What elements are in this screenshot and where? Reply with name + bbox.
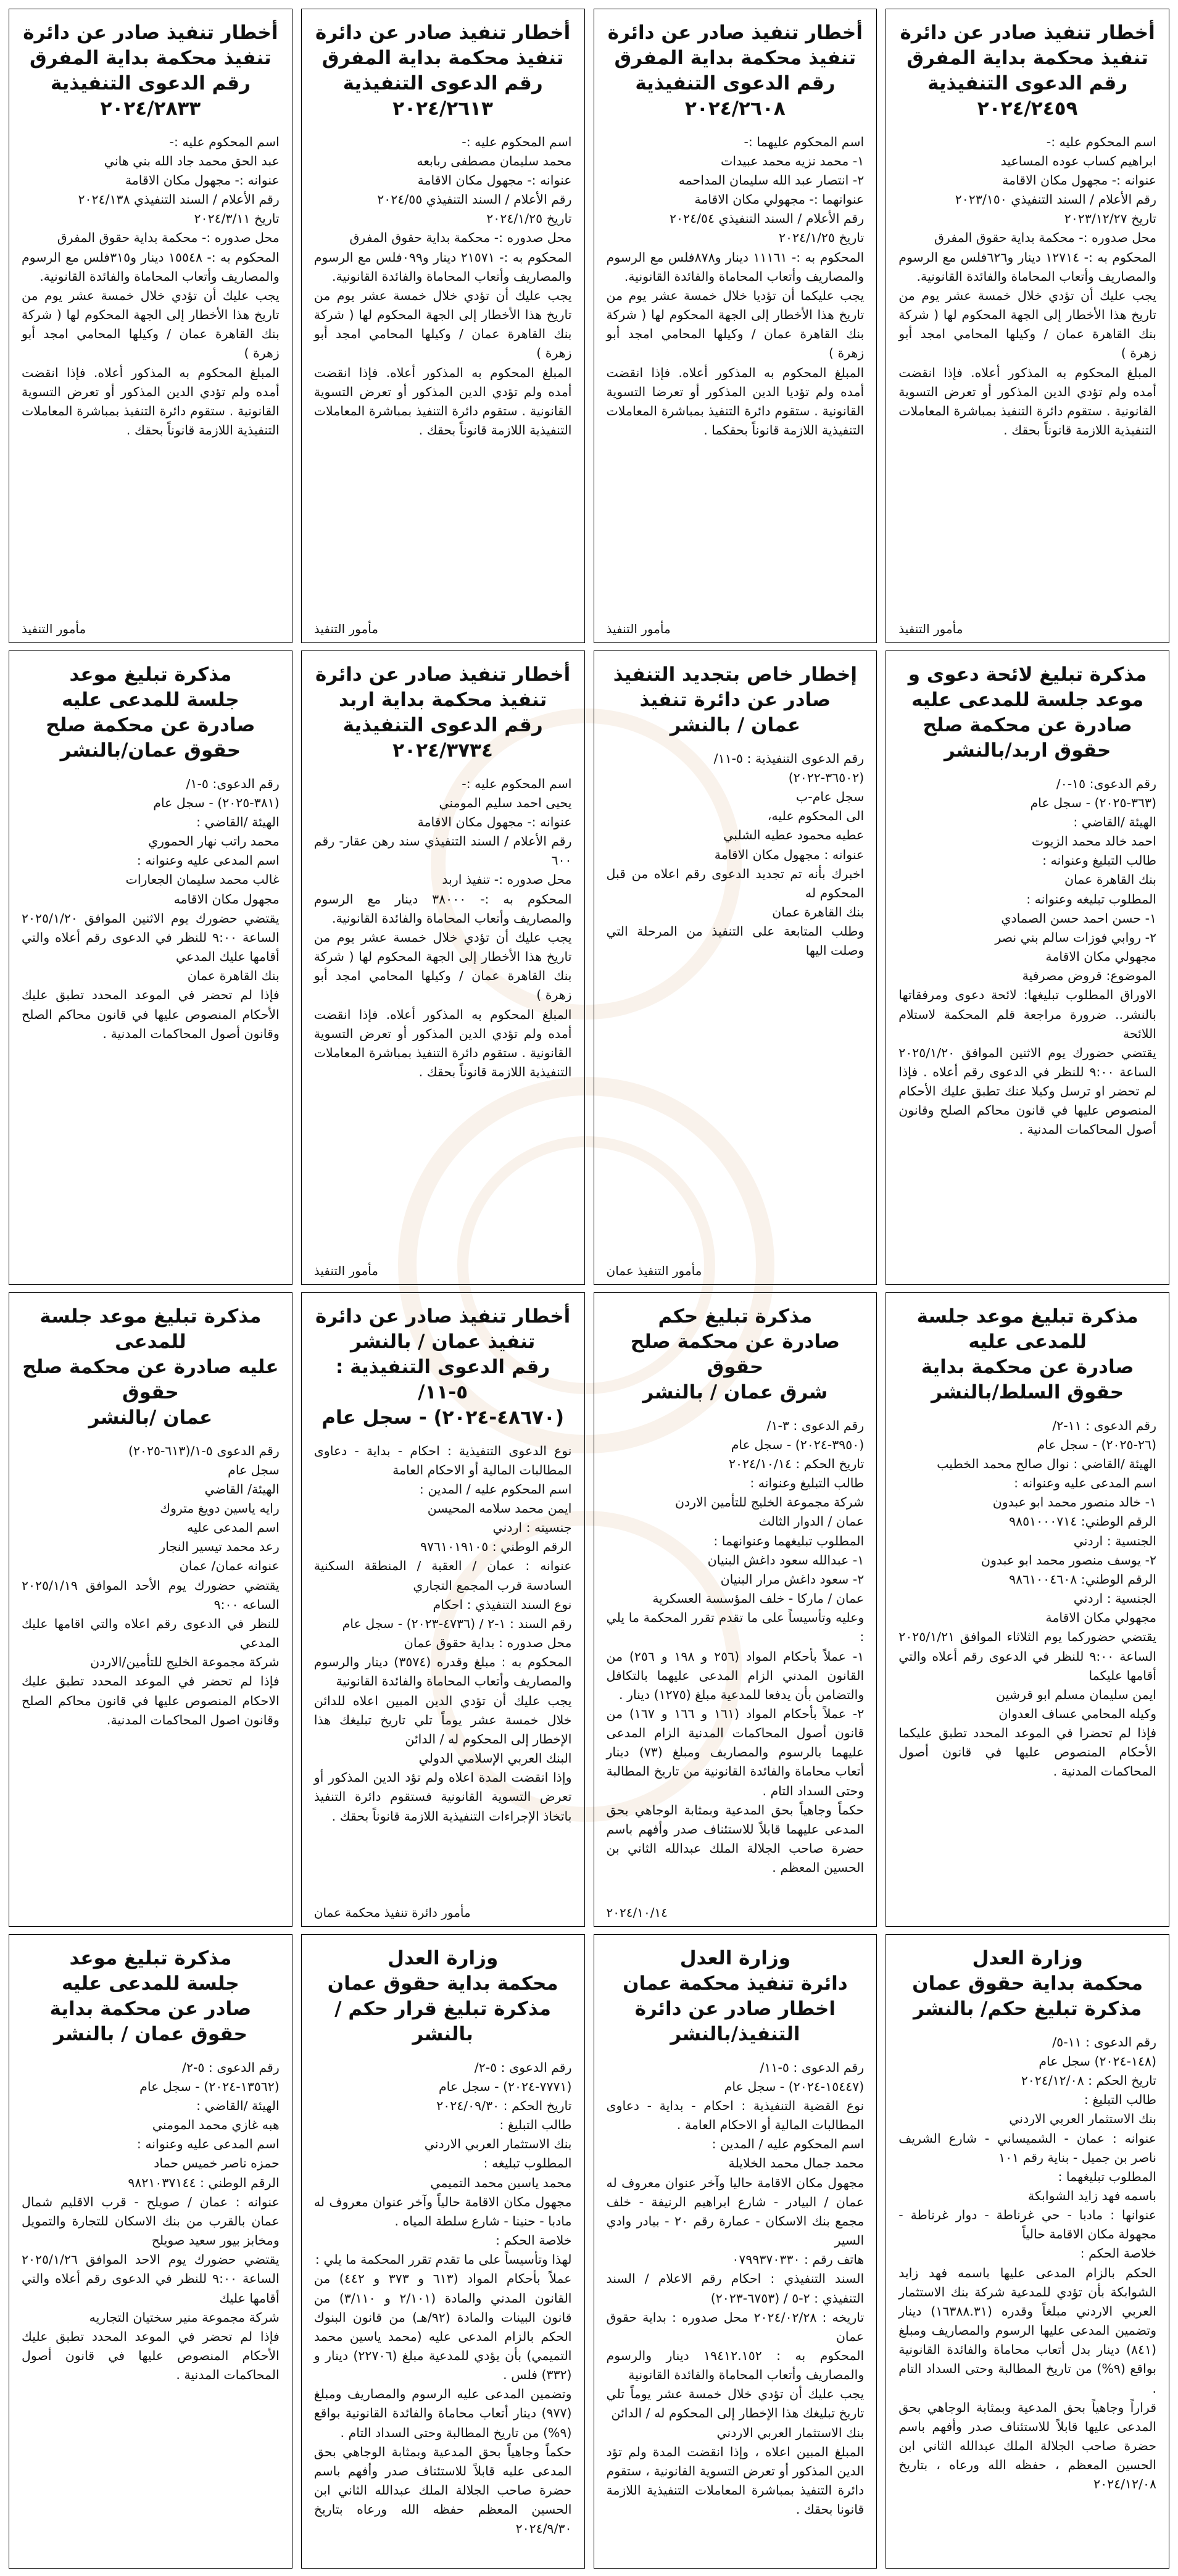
notice-body: رقم الدعوى : ٥-٢/ (٧٧٧١-٢٠٢٤) - سجل عام تاريخ الحكم : ٢٠٢٤/٠٩/٣٠ طالب التبليغ : بنك الاستثمار العربي الاردني المطلوب تبليغه : محمد ياسين محمد التميمي مجهول مكان الاقامة حالياً وآخر عنوان معروف له مادبا - حنينا - شارع سلطة المياه . خلاصة الحكم : لهذا وتأسيساً على ما تقدم تقرر المحكمة ما يلي : عملاً بأحكام المواد (٦١٣ و ٣٧٣ و ٤٤٢) من القانون المدني والمادة (٢/١٠١ و ٣/١١٠) من قانون البينات والمادة (٩٢/هـ) من قانون البنوك الحكم بالزام المدعى عليه (محمد ياسين محمد التميمي) بأن يؤدي للمدعية مبلغ (٢٢٧٠٦) دينار و (٣٣٢) فلس . وتضمين المدعى عليه الرسوم والمصاريف ومبلغ (٩٧٧) دينار أتعاب محاماة والفائدة القانونية بواقع (٩%) من تاريخ المطالبة وحتى السداد التام . حكماً وجاهياً بحق المدعية وبمثابة الوجاهي بحق المدعى عليه قابلاً للاستئناف صدر وأفهم باسم حضرة صاحب الجلالة الملك عبدالله الثاني ابن الحسين المعظم حفظه الله ورعاه بتاريخ ٢٠٢٤/٩/٣٠ <box>313 2059 572 2537</box>
notices-grid <box>9 9 1169 2576</box>
notice-card <box>886 1934 1169 2569</box>
notice-title: أخطار تنفيذ صادر عن دائرة تنفيذ عمان / بالنشر رقم الدعوى التنفيذية : ٥-١١/ (٤٨٦٧٠-٢٠٢٤) - سجل عام <box>315 1305 571 1429</box>
notice-card <box>594 1292 877 1927</box>
notice-body: رقم الدعوى: ٥-١/ (٣٨١-٢٠٢٥) - سجل عام الهيئة /القاضي : محمد راتب نهار الحموري اسم المدعى عليه وعنوانه : غالب محمد سليمان الجعارات مجهول مكان الاقامه يقتضي حضورك يوم الاثنين الموافق ٢٠٢٥/١/٢٠ الساعة ٩:٠٠ للنظر في الدعوى رقم أعلاه والتي أقامها عليك المدعي بنك القاهرة عمان فإذا لم تحضر في الموعد المحدد تطبق عليك الأحكام المنصوص عليها في قانون محاكم الصلح وقانون أصول المحاكمات المدنية . <box>22 776 280 1041</box>
notice-title: وزارة العدل دائرة تنفيذ محكمة عمان اخطار صادر عن دائرة التنفيذ/بالنشر <box>623 1947 848 2045</box>
notice-title: أخطار تنفيذ صادر عن دائرة تنفيذ محكمة بداية اربد رقم الدعوى التنفيذية ٢٠٢٤/٣٧٣٤ <box>315 663 571 762</box>
notice-body: اسم المحكوم عليه :- محمد سليمان مصطفى ربابعه عنوانه :- مجهول مكان الاقامة رقم الأعلام / السند التنفيذي ٢٠٢٤/٥٥ تاريخ ٢٠٢٤/١/٢٥ محل صدوره :- محكمة بداية حقوق المفرق المحكوم به :- ٢١٥٧١ دينار و٠٩٩فلس مع الرسوم والمصاريف وأتعاب المحاماة والفائدة القانونية. يجب عليك أن تؤدي خلال خمسة عشر يوم من تاريخ هذا الأخطار إلى الجهة المحكوم لها ( شركة بنك القاهرة عمان / وكيلها المحامي امجد أبو زهرة ) المبلغ المحكوم به المذكور أعلاه. فإذا انقضت أمده ولم تؤدي الدين المذكور أو تعرض التسوية القانونية . ستقوم دائرة التنفيذ بمباشرة المعاملات التنفيذية اللازمة قانوناً بحقك . <box>313 134 572 438</box>
notice-body: اسم المحكوم عليه :- يحيى احمد سليم المومني عنوانه :- مجهول مكان الاقامة رقم الأعلام / السند التنفيذي سند رهن عقار- رقم ٦٠٠ محل صدوره :- تنفيذ اربد المحكوم به :- ٣٨٠٠٠ دينار مع الرسوم والمصاريف وأتعاب المحاماة والفائدة القانونية. يجب عليك أن تؤدي خلال خمسة عشر يوم من تاريخ هذا الأخطار إلى الجهة المحكوم لها ( شركة بنك القاهرة عمان / وكيلها المحامي امجد أبو زهرة ) المبلغ المحكوم به المذكور أعلاه. فإذا انقضت أمده ولم تؤدي الدين المذكور أو تعرض التسوية القانونية . ستقوم دائرة التنفيذ بمباشرة المعاملات التنفيذية اللازمة قانوناً بحقك . <box>313 776 572 1079</box>
notice-title: مذكرة تبليغ لائحة دعوى و موعد جلسة للمدعى عليه صادرة عن محكمة صلح حقوق اربد/بالنشر <box>908 663 1147 762</box>
notice-card <box>301 1934 585 2569</box>
notice-title: وزارة العدل محكمة بداية حقوق عمان مذكرة تبليغ حكم/ بالنشر <box>912 1947 1143 2020</box>
notice-title: أخطار تنفيذ صادر عن دائرة تنفيذ محكمة بداية المفرق رقم الدعوى التنفيذية ٢٠٢٤/٢٦٠٨ <box>607 22 863 120</box>
notice-title: مذكرة تبليغ موعد جلسة للمدعى عليه صادرة عن محكمة صلح حقوق عمان /بالنشر <box>22 1305 279 1429</box>
notice-body: رقم الدعوى ٥-١/(٦١٣-٢٠٢٥) سجل عام الهيئة/ القاضي رايه ياسين دويغ متروك اسم المدعى عليه رعد محمد تيسير النجار عنوانه عمان/ عمان يقتضي حضورك يوم الأحد الموافق ٢٠٢٥/١/١٩ الساعه ٩:٠٠ للنظر في الدعوى رقم اعلاه والتي اقامها عليك المدعي شركة مجموعة الخليج للتأمين/الاردن فإذا لم تحضر في الموعد المحدد تطبق عليك الاحكام المنصوص عليها في قانون محاكم الصلح وقانون اصول المحاكمات المدنية. <box>22 1443 280 1727</box>
notice-title: مذكرة تبليغ موعد جلسة للمدعى عليه صادر عن محكمة بداية حقوق عمان / بالنشر <box>49 1947 252 2045</box>
notice-card <box>886 650 1169 1285</box>
notice-title: وزارة العدل محكمة بداية حقوق عمان مذكرة تبليغ قرار حكم / بالنشر <box>327 1947 558 2045</box>
notice-title: مذكرة تبليغ موعد جلسة للمدعى عليه صادرة عن محكمة بداية حقوق السلط/بالنشر <box>916 1305 1139 1403</box>
notice-body: رقم الدعوى: ١٥-٠/ (٣٦٣-٢٠٢٥) - سجل عام الهيئة /القاضي : احمد خالد محمد الزيوت طالب التبليغ وعنوانه : بنك القاهرة عمان المطلوب تبليغه وعنوانه : ١- حسن احمد حسن الصمادي ٢- روابي فوزات سالم بني نصر مجهولي مكان الاقامة الموضوع: قروض مصرفية الاوراق المطلوب تبليغها: لائحة دعوى ومرفقاتها بالنشر.. ضرورة مراجعة قلم المحكمة لاستلام اللائحة يقتضي حضورك يوم الاثنين الموافق ٢٠٢٥/١/٢٠ الساعة ٩:٠٠ للنظر في الدعوى رقم أعلاه . فإذا لم تحضر او ترسل وكيلا عنك تطبق عليك الأحكام المنصوص عليها في قانون محاكم الصلح وقانون أصول المحاكمات المدنية . <box>898 776 1156 1137</box>
notice-card <box>9 650 292 1285</box>
notice-title: مذكرة تبليغ موعد جلسة للمدعى عليه صادرة عن محكمة صلح حقوق عمان/بالنشر <box>46 663 255 762</box>
notice-footer: مأمور التنفيذ <box>22 621 86 636</box>
notice-title: أخطار تنفيذ صادر عن دائرة تنفيذ محكمة بداية المفرق رقم الدعوى التنفيذية ٢٠٢٤/٢٨٣٣ <box>23 22 278 120</box>
notice-footer: ٢٠٢٤/١٠/١٤ <box>606 1905 668 1920</box>
notice-footer: مأمور التنفيذ <box>898 621 963 636</box>
notice-footer: مأمور التنفيذ عمان <box>606 1263 702 1278</box>
notice-title: إخطار خاص بتجديد التنفيذ صادر عن دائرة تنفيذ عمان / بالنشر <box>613 663 857 736</box>
notice-body: اسم المحكوم عليه :- عبد الحق محمد جاد الله بني هاني عنوانه :- مجهول مكان الاقامة رقم الأعلام / السند التنفيذي ٢٠٢٤/١٣٨ تاريخ ٢٠٢٤/٣/١١ محل صدوره :- محكمة بداية حقوق المفرق المحكوم به :- ١٥٥٤٨ دينار و٣١٥فلس مع الرسوم والمصاريف وأتعاب المحاماة والفائدة القانونية. يجب عليك أن تؤدي خلال خمسة عشر يوم من تاريخ هذا الأخطار إلى الجهة المحكوم لها ( شركة بنك القاهرة عمان / وكيلها المحامي امجد أبو زهرة ) المبلغ المحكوم به المذكور أعلاه. فإذا انقضت أمده ولم تؤدي الدين المذكور أو تعرض التسوية القانونية . ستقوم دائرة التنفيذ بمباشرة المعاملات التنفيذية اللازمة قانوناً بحقك . <box>22 134 280 438</box>
notice-body: رقم الدعوى : ٥-١١/ (١٥٤٤٧-٢٠٢٤) - سجل عام نوع القضية التنفيذية : احكام - بداية - دعاوى المطالبات المالية أو الاحكام العامة . اسم المحكوم عليه / المدين : محمد جمال محمد الخلايلة مجهول مكان الاقامة حاليا وآخر عنوان معروف له عمان / البيادر - شارع ابراهيم الرنيفة - خلف مجمع بنك الاسكان - عمارة رقم ٢٠ - بيادر وادي السير هاتف رقم : ٠٧٩٩٣٧٠٣٣٠ السند التنفيذي : احكام رقم الاعلام / السند التنفيذي : ٢-٥ / (٦٧٥٣-٢٠٢٣) تاريخه : ٢٠٢٤/٠٢/٢٨ محل صدوره : بداية حقوق عمان المحكوم به : ١٩٤١٢.١٥٢ دينار والرسوم والمصاريف وأتعاب المحاماة والفائدة القانونية يجب عليك أن تؤدي خلال خمسة عشر يوماً تلي تاريخ تبليغك هذا الإخطار إلى المحكوم له / الدائن بنك الاستثمار العربي الاردني المبلغ المبين اعلاه ، وإذا انقضت المدة ولم تؤد الدين المذكور أو تعرض التسوية القانونية ، ستقوم دائرة التنفيذ بمباشرة المعاملات التنفيذية اللازمة قانونا بحقك . <box>606 2059 865 2517</box>
notice-body: رقم الدعوى : ٣-١/ (٣٩٥٠-٢٠٢٤) - سجل عام تاريخ الحكم : ٢٠٢٤/١٠/١٤ طالب التبليغ وعنوانه : شركة مجموعة الخليج للتأمين الاردن عمان / الدوار الثالث المطلوب تبليغهما وعنوانهما : ١- عبدالله سعود داغش البنيان ٢- سعود داغش مرار البنيان عمان / ماركا - خلف المؤسسة العسكرية وعليه وتأسيساً على ما تقدم تقرر المحكمة ما يلي : ١- عملاً بأحكام المواد (٢٥٦ و ١٩٨ و ٢٥٦) من القانون المدني الزام المدعى عليهما بالتكافل والتضامن بأن يدفعا للمدعية مبلغ (١٢٧٥) دينار . ٢- عملاً بأحكام المواد (١٦١ و ١٦٦ و ١٦٧) من قانون أصول المحاكمات المدنية الزام المدعى عليهما بالرسوم والمصاريف ومبلغ (٧٣) دينار أتعاب محاماة والفائدة القانونية من تاريخ المطالبة وحتى السداد التام . حكماً وجاهياً بحق المدعية وبمثابة الوجاهي بحق المدعى عليهما قابلاً للاستئناف صدر وأفهم باسم حضرة صاحب الجلالة الملك عبدالله الثاني بن الحسين المعظم . <box>606 1418 865 1876</box>
notice-body: رقم الدعوى : ١١-٢/ (٢٦-٢٠٢٥) - سجل عام الهيئة /القاضي : نوال صالح محمد الخطيب اسم المدعى عليه وعنوانه : ١- خالد منصور محمد ابو عبدون الرقم الوطني: ٩٨٥١٠٠٠٧١٤ الجنسية : اردني ٢- يوسف منصور محمد ابو عبدون الرقم الوطني: ٩٨٦١٠٠٤٦٠٨ الجنسية : اردني مجهولي مكان الاقامة يقتضي حضوركما يوم الثلاثاء الموافق ٢٠٢٥/١/٢١ الساعة ٩:٠٠ للنظر في الدعوى رقم أعلاه والتي أقامها عليكما ايمن سليمان مسلم ابو قرشين وكيله المحامي عساف العدوان فإذا لم تحضرا في الموعد المحدد تطبق عليكما الأحكام المنصوص عليها في قانون أصول المحاكمات المدنية . <box>898 1418 1157 1779</box>
notice-card <box>886 1292 1169 1927</box>
notice-title: مذكرة تبليغ حكم صادرة عن محكمة صلح حقوق شرق عمان / بالنشر <box>630 1305 840 1403</box>
notice-card <box>9 1934 292 2569</box>
notice-body: نوع الدعوى التنفيذية : احكام - بداية - دعاوى المطالبات المالية أو الاحكام العامة اسم المحكوم عليه / المدين : ايمن محمد سلامه المحيسن جنسيته : اردني الرقم الوطني : ٩٧٦١٠١٩١٠٥ عنوانه : عمان / العقبة / المنطقة السكنية السادسة قرب المجمع التجاري نوع السند التنفيذي : احكام رقم السند : ١-٢ / (٤٧٣٦-٢٠٢٣) - سجل عام محل صدوره : بداية حقوق عمان المحكوم به : مبلغ وقدره (٣٥٧٤) دينار والرسوم والمصاريف وأتعاب المحاماة والفائدة القانونية يجب عليك أن تؤدي الدين المبين اعلاه للدائن خلال خمسة عشر يوماً تلي تاريخ تبليغك هذا الإخطار إلى المحكوم له / الدائن البنك العربي الإسلامي الدولي وإذا انقضت المدة اعلاه ولم تؤد الدين المذكور أو تعرض التسوية القانونية فستقوم دائرة التنفيذ باتخاذ الإجراءات التنفيذية اللازمة قانوناً بحقك . <box>313 1443 572 1824</box>
notice-body: رقم الدعوى : ٥-٢/ (١٣٥٦٢-٢٠٢٤) - سجل عام الهيئة /القاضي : هبه غازي محمد المومني اسم المدعى عليه وعنوانه : حمزه ناصر خميس حماد الرقم الوطني : ٩٨٢١٠٣٧١٤٤ عنوانه : عمان / صويلح - قرب الاقليم شمال عمان بالقرب من بنك الاسكان للتجارة والتمويل ومخابز بيور سعيد صويلح يقتضي حضورك يوم الاحد الموافق ٢٠٢٥/١/٢٦ الساعة ٩:٠٠ للنظر في الدعوى رقم أعلاه والتي أقامها عليك شركة مجموعة منير سختيان التجاريه فإذا لم تحضر في الموعد المحدد تطبق عليك الأحكام المنصوص عليها في قانون أصول المحاكمات المدنية . <box>22 2059 280 2383</box>
notice-card <box>594 1934 877 2569</box>
notice-card <box>9 1292 292 1927</box>
notice-body: اسم المحكوم عليه :- ابراهيم كساب عوده المساعيد عنوانه :- مجهول مكان الاقامة رقم الأعلام / السند التنفيذي ٢٠٢٣/١٥٠ تاريخ ٢٠٢٣/١٢/٢٧ محل صدوره :- محكمة بداية حقوق المفرق المحكوم به :- ١٢٧١٤ دينار و٦٢٦فلس مع الرسوم والمصاريف وأتعاب المحاماة والفائدة القانونية. يجب عليك أن تؤدي خلال خمسة عشر يوم من تاريخ هذا الأخطار إلى الجهة المحكوم لها ( شركة بنك القاهرة عمان / وكيلها المحامي امجد أبو زهرة ) المبلغ المحكوم به المذكور أعلاه. فإذا انقضت أمده ولم تؤدي الدين المذكور أو تعرض التسوية القانونية . ستقوم دائرة التنفيذ بمباشرة المعاملات التنفيذية اللازمة قانوناً بحقك . <box>898 134 1156 438</box>
notice-body: رقم الدعوى : ١١-٥/ (١٤٨-٢٠٢٤) سجل عام تاريخ الحكم : ٢٠٢٤/١٢/٠٨ طالب التبليغ : بنك الاستثمار العربي الاردني عنوانه : عمان - الشميساني - شارع الشريف ناصر بن جميل - بناية رقم ١٠١ المطلوب تبليغهما : باسمه فهد زايد الشوابكة عنوانها : مادبا - حي غرناطة - دوار غرناطة - مجهولة مكان الاقامة حالياً خلاصة الحكم : الحكم بالزام المدعى عليها باسمه فهد زايد الشوابكة بأن تؤدي للمدعية شركة بنك الاستثمار العربي الاردني مبلغاً وقدره (١٦٣٨٨.٣١) دينار وتضمين المدعى عليها الرسوم والمصاريف ومبلغ (٨٤١) دينار بدل أتعاب محاماة والفائدة القانونية بواقع (٩%) من تاريخ المطالبة وحتى السداد التام . قراراً وجاهياً بحق المدعية وبمثابة الوجاهي بحق المدعى عليها قابلاً للاستئناف صدر وأفهم باسم حضرة صاحب الجلالة الملك عبدالله الثاني ابن الحسين المعظم ، حفظه الله ورعاه ، بتاريخ ٢٠٢٤/١٢/٠٨ <box>898 2034 1156 2492</box>
notice-card <box>886 9 1169 643</box>
notice-body: اسم المحكوم عليهما :- ١- محمد نزيه محمد عبيدات ٢- انتصار عبد الله سليمان المداحمه عنوانهما :- مجهولي مكان الاقامة رقم الأعلام / السند التنفيذي ٢٠٢٤/٥٤ تاريخ ٢٠٢٤/١/٢٥ المحكوم به :- ١١١٦١ دينار و٨٧٨فلس مع الرسوم والمصاريف وأتعاب المحاماة والفائدة القانونية. يجب عليكما أن تؤديا خلال خمسة عشر يوم من تاريخ هذا الأخطار إلى الجهة المحكوم لها ( شركة بنك القاهرة عمان / وكيلها المحامي امجد أبو زهرة ) المبلغ المحكوم به المذكور أعلاه. فإذا انقضت أمده ولم تؤديا الدين المذكور أو تعرضا التسوية القانونية . ستقوم دائرة التنفيذ بمباشرة المعاملات التنفيذية اللازمة قانوناً بحقكما . <box>606 134 865 438</box>
notice-title: أخطار تنفيذ صادر عن دائرة تنفيذ محكمة بداية المفرق رقم الدعوى التنفيذية ٢٠٢٤/٢٤٥٩ <box>900 22 1155 120</box>
notice-card <box>9 9 292 643</box>
notice-footer: مأمور التنفيذ <box>313 1263 378 1278</box>
notice-title: أخطار تنفيذ صادر عن دائرة تنفيذ محكمة بداية المفرق رقم الدعوى التنفيذية ٢٠٢٤/٢٦١٣ <box>315 22 571 120</box>
notice-card <box>594 650 877 1285</box>
notice-footer: مأمور دائرة تنفيذ محكمة عمان <box>313 1905 471 1920</box>
notice-body: رقم الدعوى التنفيذية : ٥-١١/ (٣٦٥٠٢-٢٠٢٢) سجل عام-ب الى المحكوم عليه، عطيه محمود عطيه الشلبي عنوانه : مجهول مكان الاقامة اخبرك بأنه تم تجديد الدعوى رقم اعلاه من قبل المحكوم له بنك القاهرة عمان وطلب المتابعة على التنفيذ من المرحلة التي وصلت اليها <box>606 750 865 958</box>
notice-footer: مأمور التنفيذ <box>313 621 378 636</box>
notice-card <box>301 1292 585 1927</box>
notice-footer: مأمور التنفيذ <box>606 621 671 636</box>
notice-card <box>301 9 585 643</box>
notice-card <box>301 650 585 1285</box>
notice-card <box>594 9 877 643</box>
